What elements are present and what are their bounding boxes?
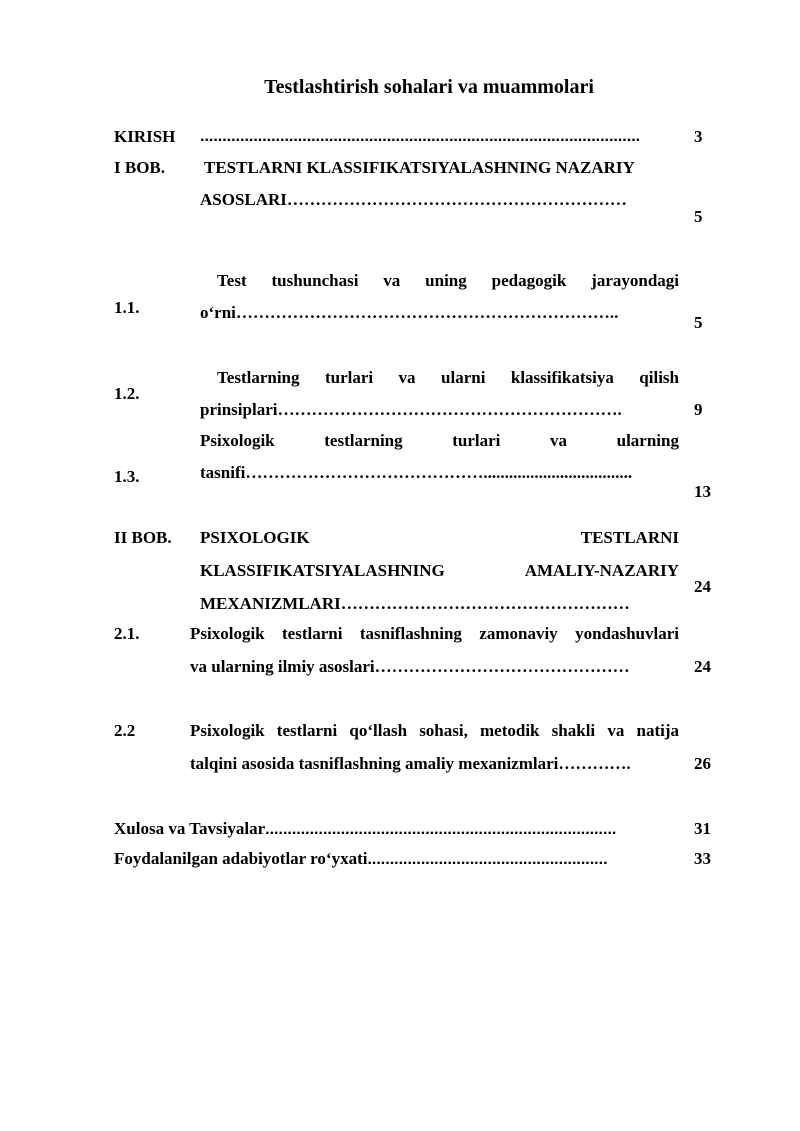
toc-section-1-2-title-line2: prinsiplari……………………………………………………. [200, 400, 622, 419]
toc-section-1-1-title-line1: Test tushunchasi va uning pedagogik jarayondagi [217, 271, 679, 290]
toc-section-2-2-title-line2: talqini asosida tasniflashning amaliy mexanizmlari…………. [190, 754, 631, 773]
toc-label-chapter-1: I BOB. [114, 158, 166, 177]
toc-page-number: 9 [694, 400, 703, 419]
toc-page-number: 5 [694, 207, 703, 226]
toc-page-number: 13 [694, 482, 711, 501]
toc-section-2-1-title-line1: Psixologik testlarni tasniflashning zamonaviy yondashuvlari [190, 624, 679, 643]
toc-leader-dots: ................................................................................................... [200, 128, 641, 145]
toc-label-chapter-2: II BOB. [114, 528, 172, 547]
toc-number-section-2-2: 2.2 [114, 721, 136, 740]
toc-leader-dots: ...................................................... [367, 851, 608, 868]
toc-chapter-2-title-line1: PSIXOLOGIK TESTLARNI [200, 528, 679, 547]
toc-page-number: 5 [694, 313, 703, 332]
toc-section-2-2-title-line1: Psixologik testlarni qo‘llash sohasi, metodik shakli va natija [190, 721, 679, 740]
toc-chapter-2-title-line3: MEXANIZMLARI…………………………………………… [200, 594, 630, 613]
toc-number-section-2-1: 2.1. [114, 624, 140, 643]
toc-number-section-1-2: 1.2. [114, 384, 140, 403]
toc-chapter-2-title-line2: KLASSIFIKATSIYALASHNING AMALIY-NAZARIY [200, 561, 679, 580]
toc-page-number: 24 [694, 657, 711, 676]
toc-page-number: 26 [694, 754, 711, 773]
toc-page-number: 33 [694, 849, 711, 868]
toc-chapter-1-title-line1: TESTLARNI KLASSIFIKATSIYALASHNING NAZARIY [204, 158, 635, 177]
document-title: Testlashtirish sohalari va muammolari [264, 76, 594, 98]
toc-chapter-1-title-line2: ASOSLARI…………………………………………………… [200, 190, 627, 209]
toc-page-number: 24 [694, 577, 711, 596]
toc-label-bibliography: Foydalanilgan adabiyotlar ro‘yxati [114, 849, 368, 868]
toc-section-1-1-title-line2: o‘rni………………………………………………………….. [200, 303, 619, 322]
toc-bibliography-line [114, 848, 648, 871]
toc-label-kirish: KIRISH [114, 127, 176, 146]
toc-page-number: 31 [694, 819, 711, 838]
toc-leader-dots: ............................................................................... [265, 821, 617, 838]
toc-section-1-3-title-line1: Psixologik testlarning turlari va ularning [200, 431, 679, 450]
toc-section-1-2-title-line1: Testlarning turlari va ularni klassifikatsiya qilish [217, 368, 679, 387]
toc-page-number: 3 [694, 127, 703, 146]
toc-conclusion-line [114, 818, 648, 841]
toc-label-conclusion: Xulosa va Tavsiyalar [114, 819, 266, 838]
toc-section-1-3-title-line2: tasnifi……………………………………................................... [200, 463, 633, 482]
toc-number-section-1-1: 1.1. [114, 298, 140, 317]
toc-number-section-1-3: 1.3. [114, 467, 140, 486]
toc-section-2-1-title-line2: va ularning ilmiy asoslari……………………………………… [190, 657, 630, 676]
